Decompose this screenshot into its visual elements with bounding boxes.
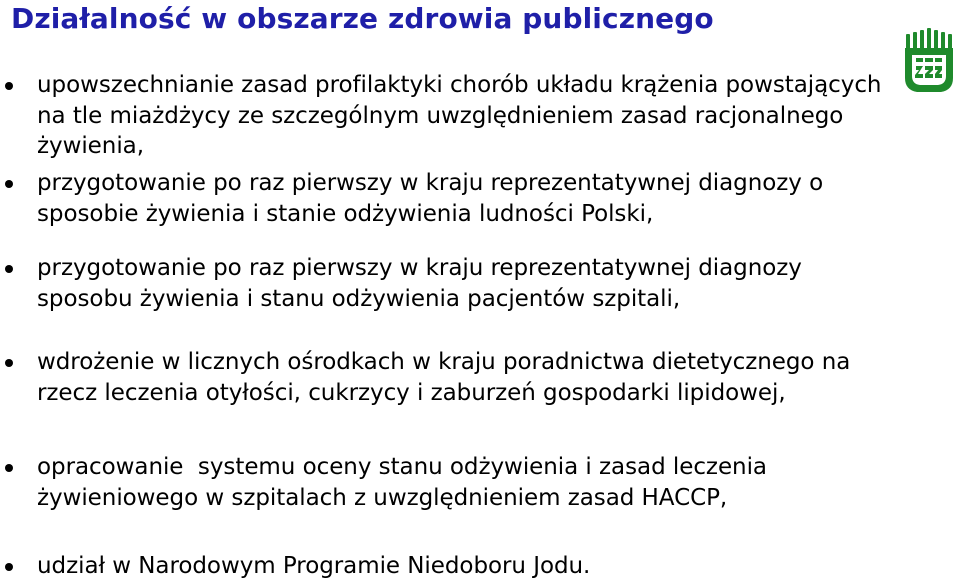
list-item-text: wdrożenie w licznych ośrodkach w kraju poradnictwa dietetycznego na rzecz leczenia otyłości, cukrzycy i zaburzeń gospodarki lipidowej, [37,349,851,406]
list-item-text: udział w Narodowym Programie Niedoboru Jodu. [37,553,591,579]
institute-logo-icon [903,28,955,94]
bullet-icon [5,563,13,571]
list-item [37,70,897,162]
bullet-icon [5,359,13,367]
list-item-text: przygotowanie po raz pierwszy w kraju reprezentatywnej diagnozy o sposobie żywienia i stanie odżywienia ludności Polski, [37,170,824,227]
list-item-text: upowszechnianie zasad profilaktyki chorób układu krążenia powstających na tle miażdżycy ze szczególnym uwzględnieniem zasad racjonalnego żywienia, [37,72,882,159]
list-item [37,168,897,229]
list-item [37,347,897,408]
list-item [37,551,917,582]
list-item [37,452,897,513]
list-item-text: przygotowanie po raz pierwszy w kraju reprezentatywnej diagnozy sposobu żywienia i stanu odżywienia pacjentów szpitali, [37,255,802,312]
bullet-icon [5,464,13,472]
slide-title: Działalność w obszarze zdrowia publicznego [11,2,714,35]
list-item [37,253,897,314]
list-item-text: opracowanie systemu oceny stanu odżywienia i zasad leczenia żywieniowego w szpitalach z uwzględnieniem zasad HACCP, [37,454,775,511]
bullet-icon [5,82,13,90]
bullet-icon [5,265,13,273]
bullet-icon [5,180,13,188]
